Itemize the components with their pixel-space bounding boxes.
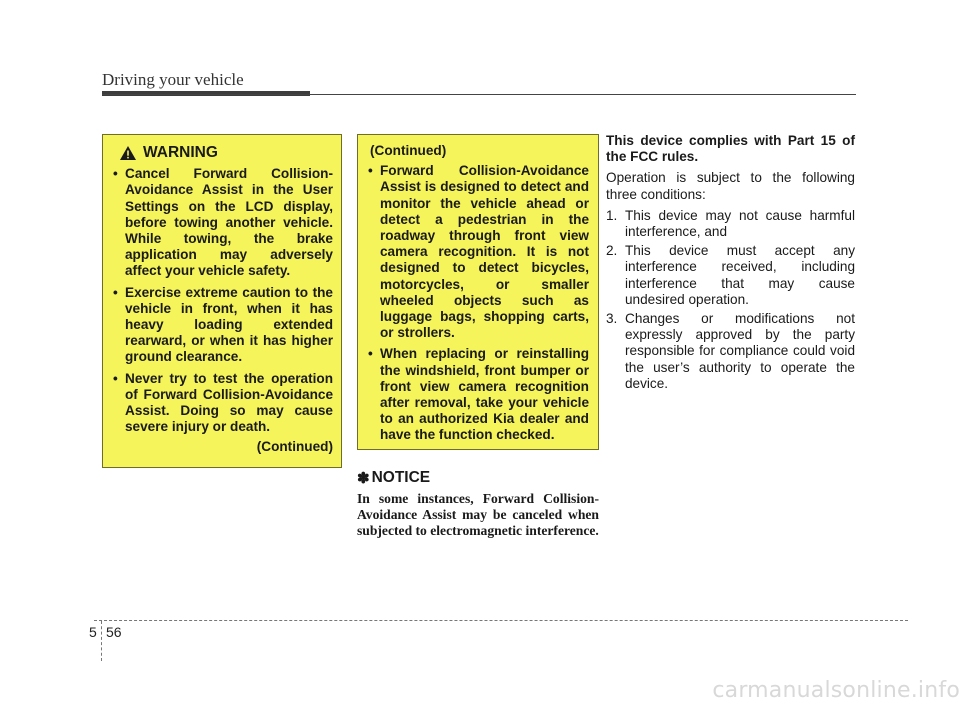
- footer-divider: [94, 620, 908, 621]
- notice-section: [357, 469, 599, 539]
- notice-star-icon: ✽: [357, 470, 370, 487]
- fcc-conditions-list: [606, 208, 855, 392]
- warning-item-3: • Never try to test the operation of Forward Collision-Avoidance Assist. Doing so may cause severe injury or death.: [113, 371, 333, 436]
- fcc-condition-2: 2. This device must accept any interference received, including interference that may cause undesired operation.: [606, 243, 855, 307]
- footer-page-separator: [101, 621, 102, 661]
- page-header-title: Driving your vehicle: [102, 70, 244, 89]
- warning-item-4: • Forward Collision-Avoidance Assist is designed to detect and monitor the vehicle ahead or detect a pedestrian in the roadway through front view camera recognition. It is not designed to detect bicycles, motorcycles, or smaller wheeled objects such as luggage bags, shopping carts, or strollers.: [368, 163, 589, 341]
- fcc-section: [606, 133, 855, 395]
- warning-triangle-icon: [119, 145, 137, 161]
- continued-header: (Continued): [370, 143, 447, 158]
- warning-item-1: • Cancel Forward Collision-Avoidance Assist in the User Settings on the LCD display, before towing another vehicle. While towing, the brake application may adversely affect your vehicle safety.: [113, 166, 333, 279]
- warning-box: [102, 134, 342, 468]
- fcc-conditions-lead: Operation is subject to the following three conditions:: [606, 170, 855, 202]
- warning-item-2: • Exercise extreme caution to the vehicle in front, when it has heavy loading extended rearward, or when it has higher ground clearance.: [113, 285, 333, 366]
- fcc-intro: This device complies with Part 15 of the FCC rules.: [606, 133, 855, 165]
- notice-heading: [357, 469, 599, 487]
- header-divider: [102, 94, 856, 95]
- warning-list: [113, 166, 333, 435]
- warning-continued-box: [357, 134, 599, 450]
- warning-heading-label: WARNING: [143, 144, 218, 161]
- fcc-condition-1: 1. This device may not cause harmful interference, and: [606, 207, 855, 240]
- continued-label: (Continued): [256, 439, 333, 455]
- warning-continued-list: [368, 163, 589, 443]
- notice-heading-label: NOTICE: [371, 469, 431, 486]
- watermark: carmanualsonline.info: [712, 678, 960, 703]
- notice-body: In some instances, Forward Collision-Avoidance Assist may be canceled when subjected to electromagnetic interference.: [357, 491, 599, 538]
- warning-heading: [119, 145, 333, 161]
- fcc-condition-3: 3. Changes or modifications not expressly approved by the party responsible for compliance could void the user’s authority to operate the device.: [606, 311, 855, 391]
- page-number: 56: [106, 624, 122, 640]
- warning-item-5: • When replacing or reinstalling the windshield, front bumper or front view camera recognition after removal, take your vehicle to an authorized Kia dealer and have the function checked.: [368, 346, 589, 443]
- section-number: 5: [89, 624, 97, 640]
